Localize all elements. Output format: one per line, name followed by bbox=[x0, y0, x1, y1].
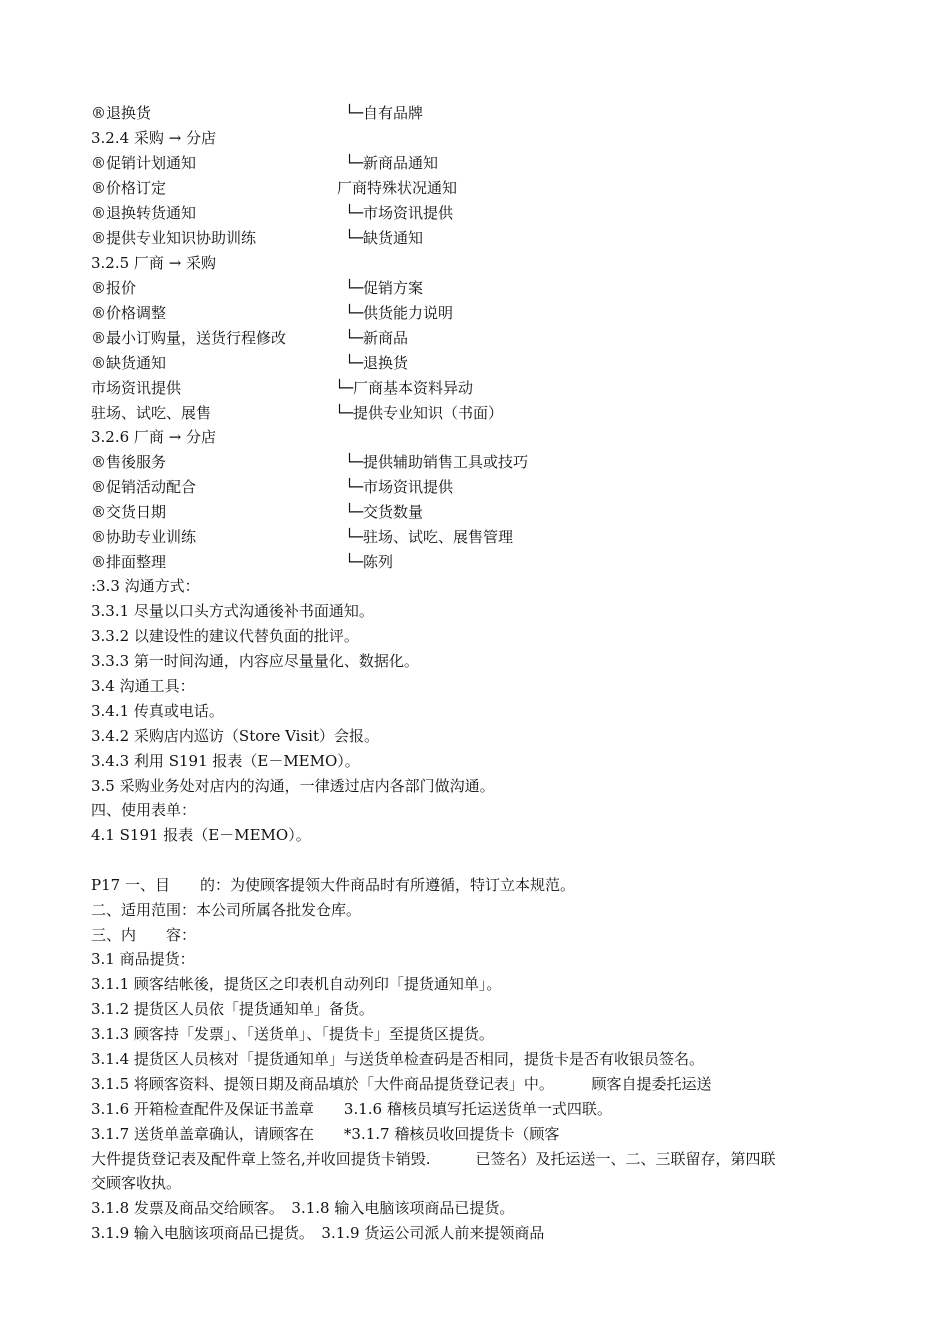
row-left-text: ®协助专业训练 bbox=[91, 528, 197, 546]
list-row bbox=[91, 301, 454, 325]
row-right-text: └─提供专业知识（书面） bbox=[335, 404, 504, 422]
paragraph: 3.1.4 提货区人员核对「提货通知单」与送货单检查码是否相同，提货卡是否有收银员签名。 bbox=[91, 1050, 704, 1068]
list-row bbox=[91, 126, 216, 150]
paragraph: 3.1.5 将顾客资料、提领日期及商品填於「大件商品提货登记表」中。 顾客自提委托运送 bbox=[91, 1075, 712, 1093]
list-row bbox=[91, 550, 394, 574]
list-row bbox=[91, 176, 458, 200]
row-right-text: └─提供辅助销售工具或技巧 bbox=[345, 453, 529, 471]
paragraph: 四、使用表单： bbox=[91, 801, 197, 819]
paragraph: 三、内 容： bbox=[91, 926, 197, 944]
paragraph: 3.3.3 第一时间沟通，内容应尽量量化、数据化。 bbox=[91, 652, 419, 670]
paragraph: 3.1.7 送货单盖章确认，请顾客在 *3.1.7 稽核员收回提货卡（顾客 bbox=[91, 1125, 560, 1143]
paragraph: 大件提货登记表及配件章上签名,并收回提货卡销毁. 已签名）及托运送一、二、三联留存，第四联 bbox=[91, 1150, 776, 1168]
row-right-text: └─退换货 bbox=[345, 354, 409, 372]
row-right-text: └─交货数量 bbox=[345, 503, 424, 521]
list-row bbox=[91, 226, 424, 250]
paragraph: 3.4 沟通工具： bbox=[91, 677, 195, 695]
paragraph: 3.1 商品提货： bbox=[91, 950, 195, 968]
paragraph: 3.4.3 利用 S191 报表（E－MEMO）。 bbox=[91, 752, 360, 770]
row-right-text: └─厂商基本资料异动 bbox=[335, 379, 474, 397]
section-heading: 3.2.5 厂商 → 采购 bbox=[91, 254, 217, 272]
row-left-text: ®退换货 bbox=[91, 104, 152, 122]
paragraph: 交顾客收执。 bbox=[91, 1174, 182, 1192]
row-right-text: └─新商品通知 bbox=[345, 154, 439, 172]
list-row bbox=[91, 475, 454, 499]
paragraph: 3.4.1 传真或电话。 bbox=[91, 702, 224, 720]
paragraph: 3.5 采购业务处对店内的沟通，一律透过店内各部门做沟通。 bbox=[91, 777, 495, 795]
row-right-text: └─自有品牌 bbox=[345, 104, 424, 122]
row-left-text: ®提供专业知识协助训练 bbox=[91, 229, 257, 247]
row-right-text: └─供货能力说明 bbox=[345, 304, 454, 322]
row-right-text: └─驻场、试吃、展售管理 bbox=[345, 528, 514, 546]
paragraph: 3.1.6 开箱检查配件及保证书盖章 3.1.6 稽核员填写托运送货单一式四联。 bbox=[91, 1100, 612, 1118]
row-left-text: ®报价 bbox=[91, 279, 137, 297]
row-right-text: └─促销方案 bbox=[345, 279, 424, 297]
list-row bbox=[91, 276, 424, 300]
list-row bbox=[91, 401, 504, 425]
paragraph: 二、适用范围：本公司所属各批发仓库。 bbox=[91, 901, 362, 919]
list-row bbox=[91, 450, 529, 474]
section-heading: 3.2.4 采购 → 分店 bbox=[91, 129, 217, 147]
row-left-text: ®价格订定 bbox=[91, 179, 167, 197]
paragraph: 3.1.8 发票及商品交给顾客。 3.1.8 输入电脑该项商品已提货。 bbox=[91, 1199, 515, 1217]
list-row bbox=[91, 251, 216, 275]
row-left-text: ®交货日期 bbox=[91, 503, 167, 521]
list-row bbox=[91, 201, 454, 225]
row-left-text: ®促销计划通知 bbox=[91, 154, 197, 172]
row-left-text: 驻场、试吃、展售 bbox=[91, 404, 212, 422]
row-left-text: ®售後服务 bbox=[91, 453, 167, 471]
row-left-text: ®促销活动配合 bbox=[91, 478, 197, 496]
paragraph: 3.1.2 提货区人员依「提货通知单」备货。 bbox=[91, 1000, 374, 1018]
paragraph: 3.1.1 顾客结帐後，提货区之印表机自动列印「提货通知单」。 bbox=[91, 975, 502, 993]
row-right-text: └─缺货通知 bbox=[345, 229, 424, 247]
paragraph: 3.1.3 顾客持「发票」、「送货单」、「提货卡」至提货区提货。 bbox=[91, 1025, 494, 1043]
row-left-text: 市场资讯提供 bbox=[91, 379, 182, 397]
list-row bbox=[91, 326, 409, 350]
paragraph: 3.3.1 尽量以口头方式沟通後补书面通知。 bbox=[91, 602, 374, 620]
list-row bbox=[91, 500, 424, 524]
row-right-text: └─陈列 bbox=[345, 553, 394, 571]
row-left-text: ®排面整理 bbox=[91, 553, 167, 571]
section-heading: 3.2.6 厂商 → 分店 bbox=[91, 428, 217, 446]
list-row bbox=[91, 351, 409, 375]
row-right-text: 厂商特殊状况通知 bbox=[337, 179, 458, 197]
list-row bbox=[91, 376, 474, 400]
paragraph: 3.4.2 采购店内巡访（Store Visit）会报。 bbox=[91, 727, 379, 745]
paragraph: 3.1.9 输入电脑该项商品已提货。 3.1.9 货运公司派人前来提领商品 bbox=[91, 1224, 545, 1242]
list-row bbox=[91, 101, 424, 125]
row-right-text: └─新商品 bbox=[345, 329, 409, 347]
row-left-text: ®退换转货通知 bbox=[91, 204, 197, 222]
paragraph: :3.3 沟通方式： bbox=[91, 577, 200, 595]
paragraph: P17 一、目 的：为使顾客提领大件商品时有所遵循，特订立本规范。 bbox=[91, 876, 575, 894]
list-row bbox=[91, 525, 514, 549]
list-row bbox=[91, 151, 439, 175]
paragraph: 4.1 S191 报表（E－MEMO）。 bbox=[91, 826, 311, 844]
row-right-text: └─市场资讯提供 bbox=[345, 204, 454, 222]
row-left-text: ®价格调整 bbox=[91, 304, 167, 322]
row-left-text: ®缺货通知 bbox=[91, 354, 167, 372]
row-left-text: ®最小订购量，送货行程修改 bbox=[91, 329, 287, 347]
list-row bbox=[91, 425, 216, 449]
row-right-text: └─市场资讯提供 bbox=[345, 478, 454, 496]
paragraph: 3.3.2 以建设性的建议代替负面的批评。 bbox=[91, 627, 359, 645]
